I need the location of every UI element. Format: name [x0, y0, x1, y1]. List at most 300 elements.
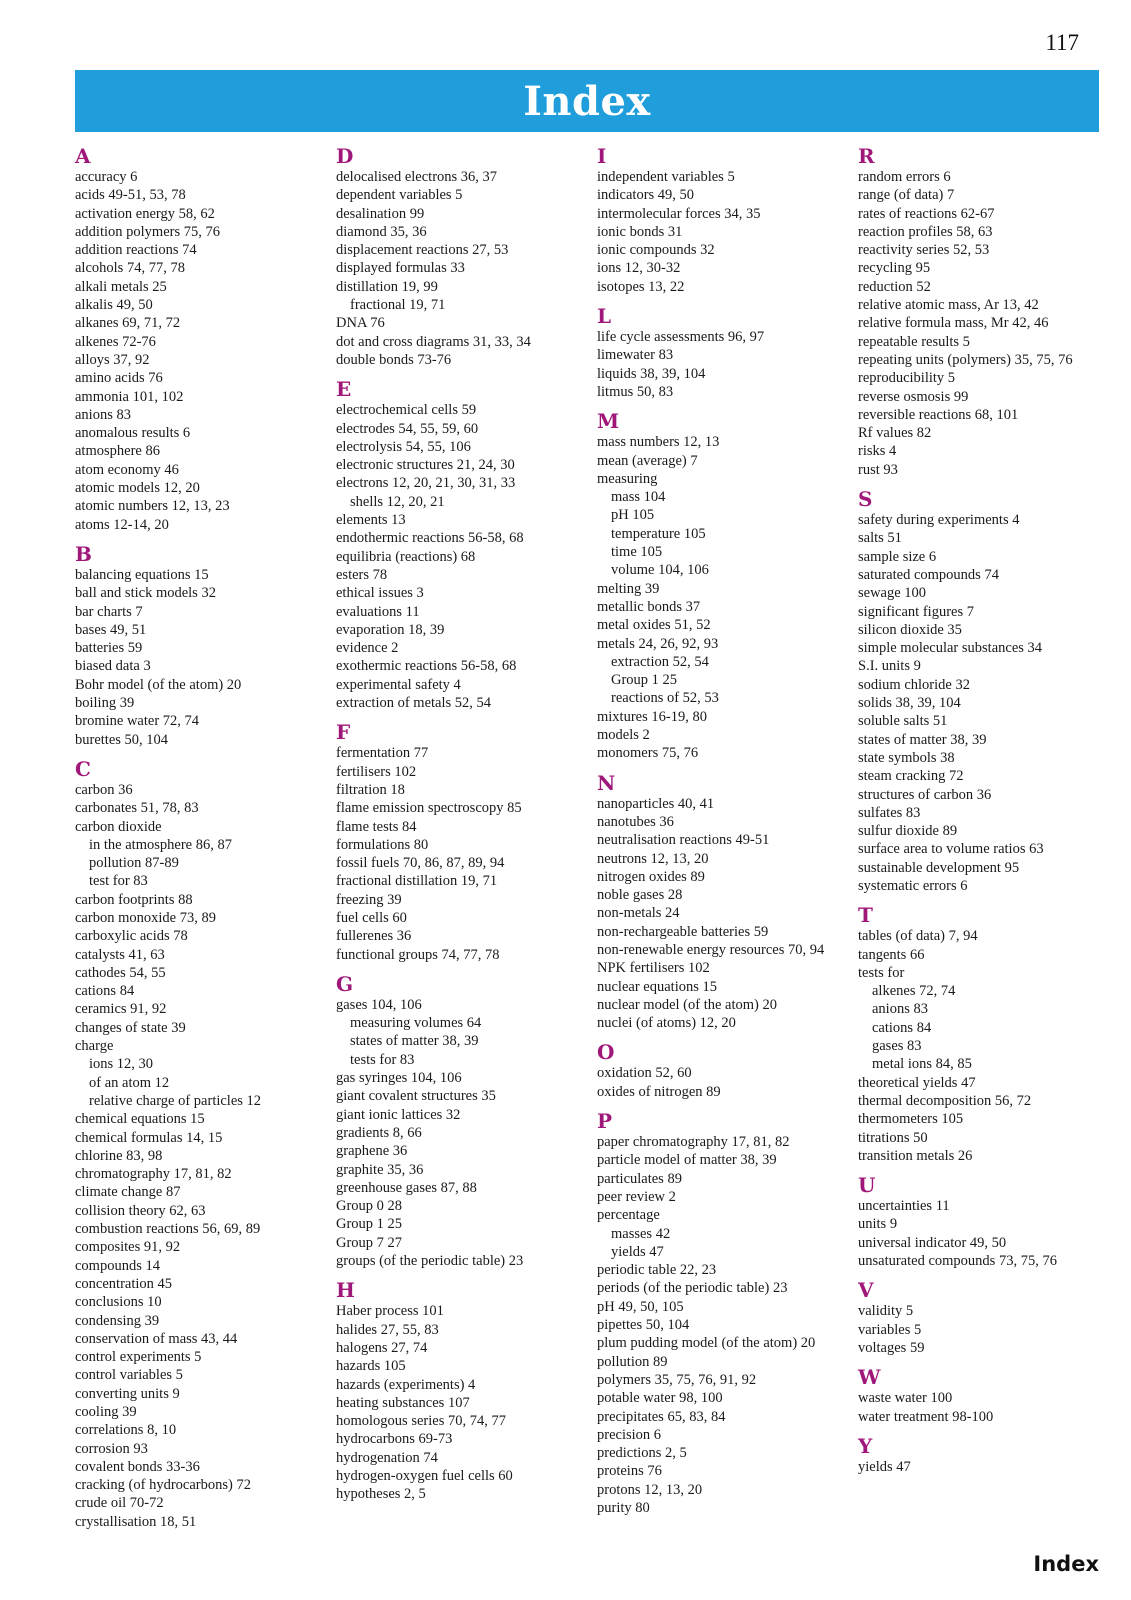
index-section-g: [336, 972, 586, 1270]
index-subentry: tests for 83: [350, 1051, 415, 1068]
index-entry: DNA 76: [336, 315, 385, 332]
index-section-n: [597, 771, 847, 1033]
index-subentry: metal ions 84, 85: [872, 1056, 972, 1073]
section-letter: M: [597, 409, 620, 434]
index-entry: charge: [75, 1038, 114, 1055]
index-entry: neutrons 12, 13, 20: [597, 850, 709, 867]
index-subentry: yields 47: [611, 1243, 664, 1260]
index-entry: bromine water 72, 74: [75, 713, 200, 730]
index-entry: reversible reactions 68, 101: [858, 406, 1019, 423]
index-entry: hydrocarbons 69-73: [336, 1431, 453, 1448]
index-entry: giant ionic lattices 32: [336, 1106, 461, 1123]
index-entry: nitrogen oxides 89: [597, 868, 705, 885]
index-column-4: [858, 144, 1108, 1476]
index-entry: distillation 19, 99: [336, 278, 438, 295]
index-entry: particulates 89: [597, 1170, 682, 1187]
index-subentry: of an atom 12: [89, 1074, 170, 1091]
index-entry: electrochemical cells 59: [336, 402, 477, 419]
index-entry: delocalised electrons 36, 37: [336, 169, 498, 185]
index-entry: reverse osmosis 99: [858, 388, 969, 405]
index-entry: universal indicator 49, 50: [858, 1234, 1007, 1251]
index-entry: random errors 6: [858, 169, 951, 185]
index-entry: particle model of matter 38, 39: [597, 1152, 777, 1169]
index-entry: sulfates 83: [858, 804, 921, 821]
index-entry: plum pudding model (of the atom) 20: [597, 1335, 816, 1352]
index-entry: endothermic reactions 56-58, 68: [336, 530, 524, 547]
index-entry: acids 49-51, 53, 78: [75, 187, 186, 204]
index-entry: bar charts 7: [75, 603, 143, 620]
section-letter: H: [336, 1278, 355, 1303]
section-letter: E: [336, 377, 352, 402]
index-entry: indicators 49, 50: [597, 187, 695, 204]
index-entry: ammonia 101, 102: [75, 388, 184, 405]
index-entry: condensing 39: [75, 1312, 160, 1329]
index-entry: polymers 35, 75, 76, 91, 92: [597, 1371, 757, 1388]
index-entry: carbon footprints 88: [75, 891, 193, 908]
index-section-l: [597, 304, 847, 401]
index-subentry: measuring volumes 64: [350, 1015, 482, 1032]
index-entry: predictions 2, 5: [597, 1445, 687, 1462]
index-entry: states of matter 38, 39: [858, 731, 987, 748]
section-letter: R: [858, 144, 875, 168]
index-entry: chemical formulas 14, 15: [75, 1129, 223, 1146]
index-entry: precipitates 65, 83, 84: [597, 1408, 726, 1425]
index-entry: corrosion 93: [75, 1440, 148, 1457]
index-entry: amino acids 76: [75, 370, 163, 387]
index-entry: simple molecular substances 34: [858, 640, 1043, 657]
index-entry: correlations 8, 10: [75, 1422, 177, 1439]
index-entry: giant covalent structures 35: [336, 1088, 496, 1105]
section-letter: P: [597, 1109, 613, 1134]
index-section-w: [858, 1365, 1108, 1426]
section-letter: C: [75, 756, 91, 781]
index-entry: litmus 50, 83: [597, 383, 674, 400]
index-entry: displayed formulas 33: [336, 260, 465, 277]
index-entry: proteins 76: [597, 1463, 662, 1480]
index-entry: theoretical yields 47: [858, 1074, 976, 1091]
index-entry: carbonates 51, 78, 83: [75, 800, 199, 817]
index-entry: climate change 87: [75, 1184, 181, 1201]
index-entry: unsaturated compounds 73, 75, 76: [858, 1253, 1057, 1270]
index-entry: gas syringes 104, 106: [336, 1070, 462, 1087]
index-entry: heating substances 107: [336, 1394, 470, 1411]
index-entry: melting 39: [597, 580, 660, 597]
index-entry: sustainable development 95: [858, 859, 1020, 876]
index-entry: atomic models 12, 20: [75, 480, 200, 497]
index-entry: hazards (experiments) 4: [336, 1376, 476, 1393]
index-entry: elements 13: [336, 512, 406, 529]
section-letter: G: [336, 971, 354, 996]
index-entry: non-renewable energy resources 70, 94: [597, 941, 825, 958]
index-entry: percentage: [597, 1207, 660, 1224]
index-entry: intermolecular forces 34, 35: [597, 205, 761, 222]
index-entry: tables (of data) 7, 94: [858, 928, 978, 945]
index-entry: concentration 45: [75, 1275, 173, 1292]
section-letter: T: [858, 903, 873, 928]
index-entry: atomic numbers 12, 13, 23: [75, 498, 230, 515]
index-entry: repeating units (polymers) 35, 75, 76: [858, 351, 1073, 368]
index-entry: halides 27, 55, 83: [336, 1321, 439, 1338]
section-letter: Y: [858, 1433, 873, 1458]
index-entry: cooling 39: [75, 1404, 137, 1420]
index-entry: pollution 89: [597, 1353, 668, 1370]
index-entry: sewage 100: [858, 585, 927, 602]
index-subentry: cations 84: [872, 1019, 932, 1036]
index-entry: hydrogen-oxygen fuel cells 60: [336, 1468, 513, 1484]
index-entry: functional groups 74, 77, 78: [336, 946, 500, 963]
index-entry: hypotheses 2, 5: [336, 1486, 426, 1503]
index-entry: dot and cross diagrams 31, 33, 34: [336, 333, 531, 350]
index-entry: validity 5: [858, 1303, 914, 1320]
index-entry: homologous series 70, 74, 77: [336, 1413, 506, 1430]
index-subentry: pollution 87-89: [89, 855, 179, 872]
index-entry: relative atomic mass, Ar 13, 42: [858, 297, 1039, 314]
index-entry: greenhouse gases 87, 88: [336, 1179, 477, 1196]
index-entry: rates of reactions 62-67: [858, 205, 995, 222]
index-entry: metal oxides 51, 52: [597, 617, 711, 634]
index-entry: waste water 100: [858, 1390, 953, 1407]
index-entry: silicon dioxide 35: [858, 621, 962, 638]
index-subentry: anions 83: [872, 1001, 928, 1018]
index-entry: purity 80: [597, 1500, 650, 1516]
index-entry: cathodes 54, 55: [75, 964, 166, 981]
index-entry: alcohols 74, 77, 78: [75, 260, 185, 277]
index-entry: displacement reactions 27, 53: [336, 242, 509, 259]
index-columns: [75, 144, 1125, 1544]
index-entry: collision theory 62, 63: [75, 1202, 206, 1219]
index-entry: pH 49, 50, 105: [597, 1298, 684, 1315]
index-entry: converting units 9: [75, 1385, 180, 1402]
section-letter: I: [597, 144, 607, 168]
index-entry: reaction profiles 58, 63: [858, 223, 993, 240]
index-entry: cations 84: [75, 983, 135, 1000]
index-entry: nuclei (of atoms) 12, 20: [597, 1015, 736, 1032]
index-entry: compounds 14: [75, 1257, 160, 1274]
index-entry: flame emission spectroscopy 85: [336, 800, 522, 817]
index-subentry: temperature 105: [611, 525, 706, 542]
index-entry: filtration 18: [336, 781, 405, 798]
index-entry: limewater 83: [597, 347, 674, 364]
section-letter: A: [75, 144, 91, 168]
index-entry: units 9: [858, 1216, 898, 1233]
index-entry: fossil fuels 70, 86, 87, 89, 94: [336, 855, 505, 872]
index-entry: hydrogenation 74: [336, 1449, 438, 1466]
index-entry: non-rechargeable batteries 59: [597, 923, 769, 940]
index-entry: liquids 38, 39, 104: [597, 365, 706, 382]
index-entry: diamond 35, 36: [336, 223, 427, 240]
index-entry: non-metals 24: [597, 905, 680, 922]
index-entry: double bonds 73-76: [336, 351, 452, 368]
index-entry: sample size 6: [858, 548, 937, 565]
index-subentry: extraction 52, 54: [611, 653, 709, 670]
page-number: 117: [1045, 30, 1079, 55]
index-column-1: [75, 144, 325, 1531]
index-entry: desalination 99: [336, 205, 425, 222]
index-section-o: [597, 1040, 847, 1101]
index-subentry: fractional 19, 71: [350, 297, 446, 314]
index-section-i: [597, 144, 847, 296]
index-entry: alkenes 72-76: [75, 333, 156, 350]
index-entry: electronic structures 21, 24, 30: [336, 457, 515, 474]
index-entry: ceramics 91, 92: [75, 1001, 167, 1018]
section-letter: D: [336, 144, 354, 168]
index-entry: significant figures 7: [858, 603, 974, 620]
index-entry: esters 78: [336, 566, 388, 583]
section-letter: F: [336, 720, 351, 745]
index-entry: alkanes 69, 71, 72: [75, 315, 181, 332]
section-letter: O: [597, 1040, 615, 1065]
index-entry: risks 4: [858, 443, 897, 460]
index-section-b: [75, 542, 325, 749]
index-entry: Group 1 25: [336, 1216, 403, 1233]
index-subentry: in the atmosphere 86, 87: [89, 836, 232, 853]
index-entry: voltages 59: [858, 1339, 925, 1356]
index-entry: accuracy 6: [75, 169, 138, 185]
index-entry: Group 0 28: [336, 1198, 403, 1215]
index-section-p: [597, 1109, 847, 1517]
index-entry: paper chromatography 17, 81, 82: [597, 1134, 790, 1151]
index-section-m: [597, 409, 847, 762]
index-entry: surface area to volume ratios 63: [858, 841, 1044, 858]
index-entry: nanoparticles 40, 41: [597, 795, 715, 812]
index-subentry: relative charge of particles 12: [89, 1092, 262, 1109]
index-section-d: [336, 144, 586, 369]
index-entry: control variables 5: [75, 1367, 183, 1384]
index-entry: covalent bonds 33-36: [75, 1458, 200, 1475]
index-entry: balancing equations 15: [75, 566, 209, 583]
index-section-e: [336, 377, 586, 712]
index-entry: monomers 75, 76: [597, 745, 699, 762]
index-entry: carbon monoxide 73, 89: [75, 909, 216, 926]
index-entry: chromatography 17, 81, 82: [75, 1166, 232, 1183]
index-subentry: pH 105: [611, 507, 655, 524]
index-entry: metals 24, 26, 92, 93: [597, 635, 719, 652]
index-section-u: [858, 1173, 1108, 1270]
index-entry: periods (of the periodic table) 23: [597, 1280, 788, 1297]
index-entry: catalysts 41, 63: [75, 946, 165, 963]
index-entry: dependent variables 5: [336, 187, 463, 204]
index-entry: batteries 59: [75, 640, 143, 657]
index-entry: experimental safety 4: [336, 676, 461, 693]
index-entry: titrations 50: [858, 1129, 928, 1146]
index-entry: crystallisation 18, 51: [75, 1513, 197, 1530]
index-entry: composites 91, 92: [75, 1239, 181, 1256]
index-section-h: [336, 1278, 586, 1503]
index-entry: ionic compounds 32: [597, 242, 715, 259]
index-entry: ionic bonds 31: [597, 223, 683, 240]
index-entry: combustion reactions 56, 69, 89: [75, 1221, 261, 1238]
index-entry: oxides of nitrogen 89: [597, 1083, 721, 1100]
index-subentry: alkenes 72, 74: [872, 983, 956, 1000]
index-entry: halogens 27, 74: [336, 1339, 428, 1356]
footer-label: Index: [1033, 1552, 1099, 1576]
index-entry: evaluations 11: [336, 603, 420, 620]
index-entry: carboxylic acids 78: [75, 928, 188, 945]
index-entry: conservation of mass 43, 44: [75, 1330, 238, 1347]
index-entry: sodium chloride 32: [858, 676, 970, 693]
index-section-y: [858, 1434, 1108, 1476]
index-entry: structures of carbon 36: [858, 786, 992, 803]
index-entry: groups (of the periodic table) 23: [336, 1253, 524, 1270]
index-entry: nuclear equations 15: [597, 978, 717, 995]
section-letter: L: [597, 304, 612, 329]
section-letter: V: [858, 1278, 874, 1303]
index-entry: Rf values 82: [858, 425, 932, 442]
index-entry: oxidation 52, 60: [597, 1065, 692, 1082]
index-entry: electrolysis 54, 55, 106: [336, 438, 471, 455]
index-entry: addition polymers 75, 76: [75, 223, 220, 240]
index-entry: range (of data) 7: [858, 187, 955, 204]
index-entry: steam cracking 72: [858, 768, 964, 785]
index-entry: chemical equations 15: [75, 1111, 205, 1128]
section-letter: S: [858, 487, 873, 512]
index-entry: potable water 98, 100: [597, 1390, 723, 1407]
index-subentry: ions 12, 30: [89, 1056, 154, 1073]
index-entry: recycling 95: [858, 260, 931, 277]
index-entry: ions 12, 30-32: [597, 260, 681, 277]
index-entry: measuring: [597, 470, 658, 487]
index-subentry: gases 83: [872, 1038, 922, 1055]
index-subentry: shells 12, 20, 21: [350, 493, 445, 510]
index-entry: saturated compounds 74: [858, 566, 999, 583]
index-entry: anions 83: [75, 406, 131, 423]
index-entry: sulfur dioxide 89: [858, 823, 958, 840]
index-section-a: [75, 144, 325, 534]
index-entry: graphene 36: [336, 1143, 408, 1160]
index-entry: ball and stick models 32: [75, 585, 216, 602]
index-entry: bases 49, 51: [75, 621, 147, 638]
index-entry: crude oil 70-72: [75, 1495, 164, 1512]
index-entry: mean (average) 7: [597, 452, 698, 469]
index-entry: mass numbers 12, 13: [597, 434, 720, 451]
index-entry: conclusions 10: [75, 1294, 162, 1311]
index-entry: fullerenes 36: [336, 928, 412, 945]
index-entry: neutralisation reactions 49-51: [597, 832, 770, 849]
index-entry: Bohr model (of the atom) 20: [75, 676, 242, 693]
index-subentry: states of matter 38, 39: [350, 1033, 479, 1050]
index-entry: carbon 36: [75, 781, 133, 798]
section-letter: W: [858, 1365, 881, 1390]
index-entry: electrodes 54, 55, 59, 60: [336, 420, 479, 437]
index-entry: equilibria (reactions) 68: [336, 548, 476, 565]
index-entry: salts 51: [858, 530, 902, 547]
index-entry: hazards 105: [336, 1358, 406, 1375]
title-banner: [75, 70, 1099, 132]
index-entry: anomalous results 6: [75, 425, 191, 442]
index-entry: evaporation 18, 39: [336, 621, 445, 638]
index-entry: burettes 50, 104: [75, 731, 169, 748]
index-entry: flame tests 84: [336, 818, 417, 835]
index-entry: transition metals 26: [858, 1147, 973, 1164]
index-entry: rust 93: [858, 461, 898, 478]
index-entry: independent variables 5: [597, 169, 735, 185]
index-section-c: [75, 757, 325, 1531]
index-entry: NPK fertilisers 102: [597, 960, 710, 977]
index-entry: solids 38, 39, 104: [858, 695, 961, 712]
index-entry: reactivity series 52, 53: [858, 242, 990, 259]
index-entry: pipettes 50, 104: [597, 1317, 690, 1334]
index-entry: changes of state 39: [75, 1019, 186, 1036]
index-entry: tangents 66: [858, 946, 925, 963]
index-section-v: [858, 1278, 1108, 1357]
index-entry: models 2: [597, 727, 650, 744]
index-subentry: time 105: [611, 544, 663, 561]
index-section-f: [336, 720, 586, 964]
section-letter: N: [597, 770, 616, 795]
index-entry: alkalis 49, 50: [75, 297, 153, 314]
index-entry: safety during experiments 4: [858, 512, 1020, 529]
index-subentry: masses 42: [611, 1225, 671, 1242]
index-entry: tests for: [858, 964, 905, 981]
index-entry: carbon dioxide: [75, 818, 162, 835]
index-entry: uncertainties 11: [858, 1198, 950, 1215]
index-entry: state symbols 38: [858, 749, 955, 766]
index-subentry: volume 104, 106: [611, 562, 709, 579]
index-entry: isotopes 13, 22: [597, 278, 685, 295]
index-entry: activation energy 58, 62: [75, 205, 215, 222]
index-entry: periodic table 22, 23: [597, 1262, 717, 1279]
index-entry: S.I. units 9: [858, 658, 921, 675]
index-entry: peer review 2: [597, 1188, 676, 1205]
index-entry: soluble salts 51: [858, 713, 948, 730]
index-entry: extraction of metals 52, 54: [336, 695, 492, 712]
index-section-s: [858, 487, 1108, 895]
index-entry: atmosphere 86: [75, 443, 160, 460]
index-section-t: [858, 903, 1108, 1165]
index-entry: nanotubes 36: [597, 813, 674, 830]
index-entry: systematic errors 6: [858, 877, 968, 894]
index-entry: nuclear model (of the atom) 20: [597, 996, 777, 1013]
index-entry: mixtures 16-19, 80: [597, 708, 707, 725]
index-entry: life cycle assessments 96, 97: [597, 329, 765, 346]
index-entry: fuel cells 60: [336, 909, 407, 926]
index-entry: precision 6: [597, 1426, 662, 1443]
index-entry: addition reactions 74: [75, 242, 197, 259]
index-entry: reproducibility 5: [858, 370, 956, 387]
index-entry: reduction 52: [858, 278, 931, 295]
index-entry: graphite 35, 36: [336, 1161, 424, 1178]
index-entry: noble gases 28: [597, 887, 683, 904]
index-subentry: Group 1 25: [611, 672, 678, 689]
index-entry: boiling 39: [75, 695, 135, 712]
index-entry: control experiments 5: [75, 1349, 202, 1366]
index-entry: exothermic reactions 56-58, 68: [336, 658, 517, 675]
index-entry: alkali metals 25: [75, 278, 167, 295]
index-entry: fertilisers 102: [336, 763, 417, 780]
index-entry: fractional distillation 19, 71: [336, 873, 498, 890]
index-entry: Haber process 101: [336, 1303, 444, 1320]
index-entry: electrons 12, 20, 21, 30, 31, 33: [336, 475, 516, 492]
index-entry: freezing 39: [336, 891, 402, 908]
index-entry: gases 104, 106: [336, 996, 422, 1013]
index-section-r: [858, 144, 1108, 479]
index-entry: variables 5: [858, 1321, 922, 1338]
index-entry: fermentation 77: [336, 745, 429, 762]
index-entry: relative formula mass, Mr 42, 46: [858, 315, 1049, 332]
index-entry: Group 7 27: [336, 1234, 403, 1251]
section-letter: U: [858, 1173, 876, 1198]
index-entry: atoms 12-14, 20: [75, 516, 169, 533]
index-entry: gradients 8, 66: [336, 1124, 422, 1141]
index-subentry: test for 83: [89, 873, 148, 890]
index-entry: biased data 3: [75, 658, 151, 675]
index-entry: evidence 2: [336, 640, 399, 657]
index-entry: repeatable results 5: [858, 333, 970, 350]
index-column-3: [597, 144, 847, 1517]
index-entry: chlorine 83, 98: [75, 1147, 163, 1164]
index-entry: protons 12, 13, 20: [597, 1481, 703, 1498]
index-entry: water treatment 98-100: [858, 1408, 994, 1425]
